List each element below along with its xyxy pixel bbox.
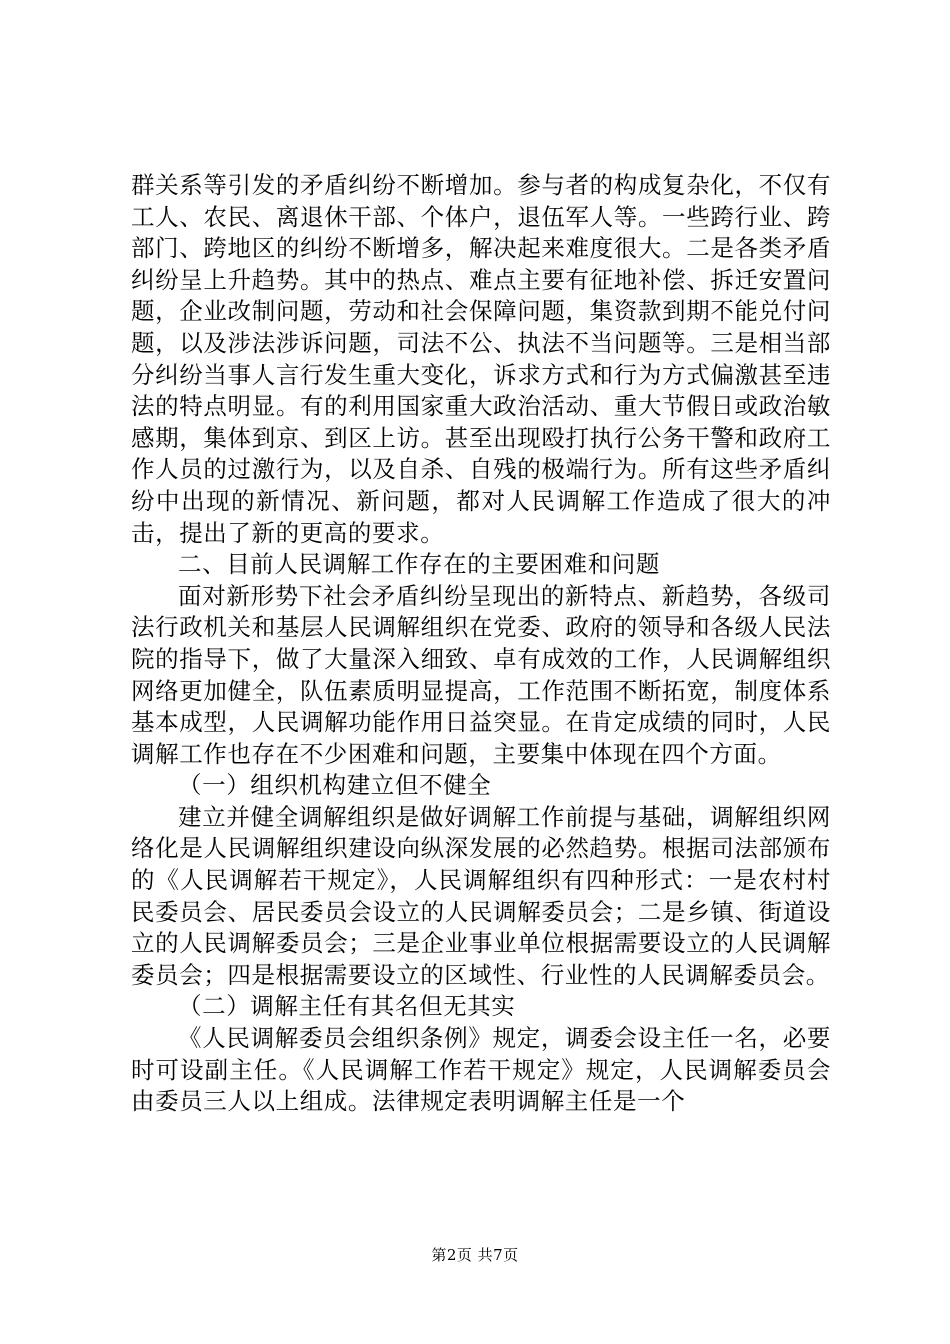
section-heading-two: 二、目前人民调解工作存在的主要困难和问题 [178,550,660,579]
document-body [131,170,831,1118]
subsection-heading-one: （一）组织机构建立但不健全 [178,771,492,800]
subsection-heading-two: （二）调解主任有其名但无其实 [178,992,516,1021]
body-paragraph: 建立并健全调解组织是做好调解工作前提与基础，调解组织网络化是人民调解组织建设向纵深发展的必然趋势。根据司法部颁布的《人民调解若干规定》，人民调解组织有四种形式：一是农村村民委员会、居民委员会设立的人民调解委员会；二是乡镇、街道设立的人民调解委员会；三是企业事业单位根据需要设立的人民调解委员会；四是根据需要设立的区域性、行业性的人民调解委员会。 [131,802,831,989]
page-number: 第2页 共7页 [431,1246,519,1264]
page-footer [0,1245,950,1265]
body-paragraph: 面对新形势下社会矛盾纠纷呈现出的新特点、新趋势，各级司法行政机关和基层人民调解组织在党委、政府的领导和各级人民法院的指导下，做了大量深入细致、卓有成效的工作，人民调解组织网络更加健全，队伍素质明显提高，工作范围不断拓宽，制度体系基本成型，人民调解功能作用日益突显。在肯定成绩的同时，人民调解工作也存在不少困难和问题，主要集中体现在四个方面。 [131,581,831,768]
body-paragraph: 《人民调解委员会组织条例》规定，调委会设主任一名，必要时可设副主任。《人民调解工作若干规定》规定，人民调解委员会由委员三人以上组成。法律规定表明调解主任是一个 [131,1024,831,1116]
body-paragraph-continued: 群关系等引发的矛盾纠纷不断增加。参与者的构成复杂化，不仅有工人、农民、离退休干部、个体户，退伍军人等。一些跨行业、跨部门、跨地区的纠纷不断增多，解决起来难度很大。二是各类矛盾纠纷呈上升趋势。其中的热点、难点主要有征地补偿、拆迁安置问题，企业改制问题，劳动和社会保障问题，集资款到期不能兑付问题，以及涉法涉诉问题，司法不公、执法不当问题等。三是相当部分纠纷当事人言行发生重大变化，诉求方式和行为方式偏激甚至违法的特点明显。有的利用国家重大政治活动、重大节假日或政治敏感期，集体到京、到区上访。甚至出现殴打执行公务干警和政府工作人员的过激行为，以及自杀、自残的极端行为。所有这些矛盾纠纷中出现的新情况、新问题，都对人民调解工作造成了很大的冲击，提出了新的更高的要求。 [131,171,831,547]
